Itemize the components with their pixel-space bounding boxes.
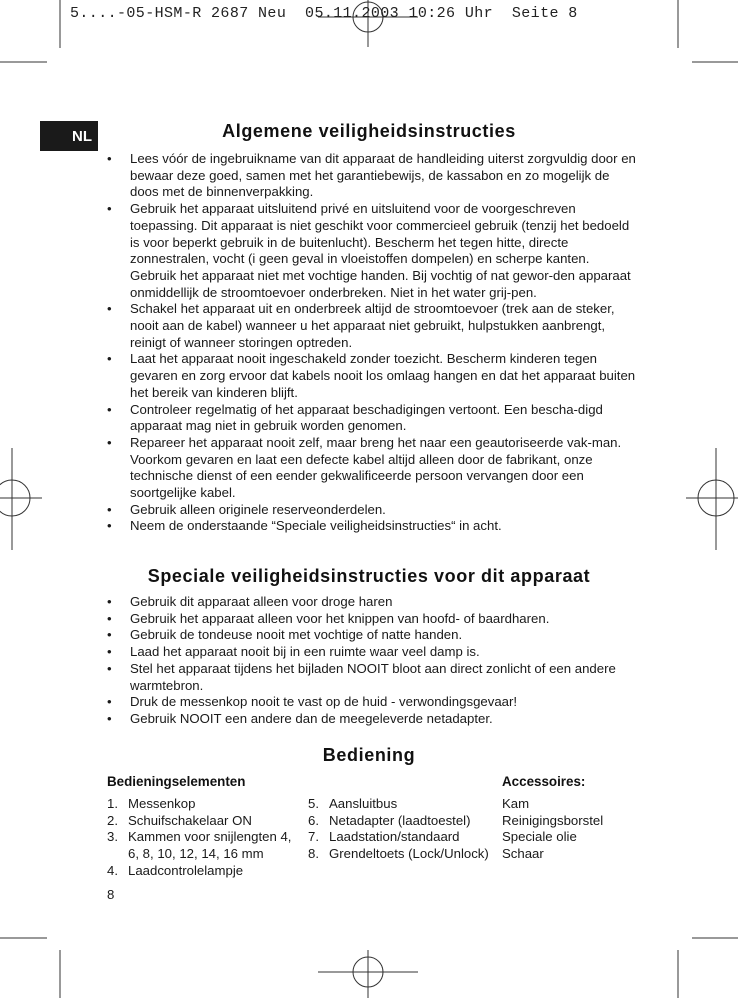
controls-heading: Bedieningselementen (107, 774, 246, 789)
language-tab: NL (40, 121, 98, 151)
bullet-icon: • (107, 301, 112, 317)
section-title-operation: Bediening (322, 745, 416, 765)
list-item: • Repareer het apparaat nooit zelf, maar breng het naar een geautoriseerde vak-man. Voorkom gevaren en laat een defecte kabel altijd alleen door de fabrikant, onze technische dienst of een eender gekwalificeerde persoon vervangen door een soortgelijke kabel. (107, 434, 622, 501)
bullet-icon: • (107, 501, 112, 517)
bullet-icon: • (107, 351, 112, 367)
bullet-icon: • (107, 610, 112, 626)
bullet-icon: • (107, 710, 112, 726)
controls-list-right (308, 796, 498, 863)
list-item: 3. Kammen voor snijlengten 4, 6, 8, 10, 12, 14, 16 mm (107, 829, 292, 862)
section-title-general-safety: Algemene veiligheidsinstructies (222, 121, 516, 141)
controls-list-left (107, 796, 297, 880)
bullet-icon: • (107, 694, 112, 710)
bullet-icon: • (107, 627, 112, 643)
bullet-icon: • (107, 644, 112, 660)
list-item: • Schakel het apparaat uit en onderbreek altijd de stroomtoevoer (trek aan de steker, nooit aan de kabel) wanneer u het apparaat niet gebruikt, hulpstukken aanbrengt, reinigt of wanneer storingen optreden. (107, 301, 615, 350)
bullet-icon: • (107, 201, 112, 217)
list-item: • Gebruik dit apparaat alleen voor droge haren (107, 594, 393, 609)
list-item: 8. Grendeltoets (Lock/Unlock) (308, 846, 489, 862)
list-item: • Gebruik het apparaat alleen voor het knippen van hoofd- of baardharen. (107, 610, 550, 626)
bullet-icon: • (107, 401, 112, 417)
list-item: • Laad het apparaat nooit bij in een ruimte waar veel damp is. (107, 644, 480, 660)
general-safety-list (107, 151, 637, 535)
bullet-icon: • (107, 151, 112, 166)
list-item: 1. Messenkop (107, 796, 196, 811)
page-number: 8 (107, 887, 115, 902)
list-item: • Laat het apparaat nooit ingeschakeld zonder toezicht. Bescherm kinderen tegen gevaren en zorg ervoor dat kabels nooit los omlaag hangen en dat het apparaat buiten het bereik van kinderen blijft. (107, 351, 636, 400)
list-item: • Druk de messenkop nooit te vast op de huid - verwondingsgevaar! (107, 694, 518, 710)
accessories-heading: Accessoires: (502, 774, 586, 789)
list-item: • Stel het apparaat tijdens het bijladen NOOIT bloot aan direct zonlicht of een andere warmtebron. (107, 660, 616, 693)
special-safety-list (107, 594, 627, 728)
list-item: • Gebruik NOOIT een andere dan de meegeleverde netadapter. (107, 710, 493, 726)
list-item: • Gebruik alleen originele reserveonderdelen. (107, 501, 386, 517)
print-header: 5....-05-HSM-R 2687 Neu 05.11.2003 10:26 Uhr Seite 8 (70, 5, 578, 22)
accessories-list (502, 796, 642, 863)
list-item: Kam (502, 796, 530, 811)
list-item: 5. Aansluitbus (308, 796, 398, 811)
list-item: • Controleer regelmatig of het apparaat beschadigingen vertoont. Een bescha-digd apparaat mag niet in gebruik worden genomen. (107, 401, 603, 434)
list-item: Speciale olie (502, 829, 577, 845)
list-item: Reinigingsborstel (502, 812, 604, 828)
list-item: • Neem de onderstaande “Speciale veiligheidsinstructies“ in acht. (107, 518, 502, 534)
list-item: • Gebruik de tondeuse nooit met vochtige of natte handen. (107, 627, 463, 643)
bullet-icon: • (107, 594, 112, 609)
list-item: 7. Laadstation/standaard (308, 829, 460, 845)
list-item: 6. Netadapter (laadtoestel) (308, 812, 471, 828)
list-item: 4. Laadcontrolelampje (107, 862, 244, 878)
section-title-special-safety: Speciale veiligheidsinstructies voor dit apparaat (147, 566, 591, 586)
list-item: Schaar (502, 846, 544, 862)
list-item: • Lees vóór de ingebruikname van dit apparaat de handleiding uiterst zorgvuldig door en bewaar deze goed, samen met het garantiebewijs, de kassabon en zo mogelijk de doos met de binnenverpakking. (107, 151, 636, 200)
bullet-icon: • (107, 660, 112, 676)
list-item: 2. Schuifschakelaar ON (107, 812, 252, 828)
list-item: • Gebruik het apparaat uitsluitend privé en uitsluitend voor de voorgeschreven toepassing. Dit apparaat is niet geschikt voor commercieel gebruik (tenzij het bedoeld is voor beperkt gebruik in de buitenlucht). Bescherm het tegen hitte, directe zonnestralen, vocht (i geen geval in vloeistoffen dompelen) en scherpe kanten. Gebruik het apparaat niet met vochtige handen. Bij vochtig of nat gewor-den apparaat onmiddellijk de stroomtoevoer onderbreken. Niet in het water grij-pen. (107, 201, 631, 300)
bullet-icon: • (107, 434, 112, 450)
bullet-icon: • (107, 518, 112, 534)
